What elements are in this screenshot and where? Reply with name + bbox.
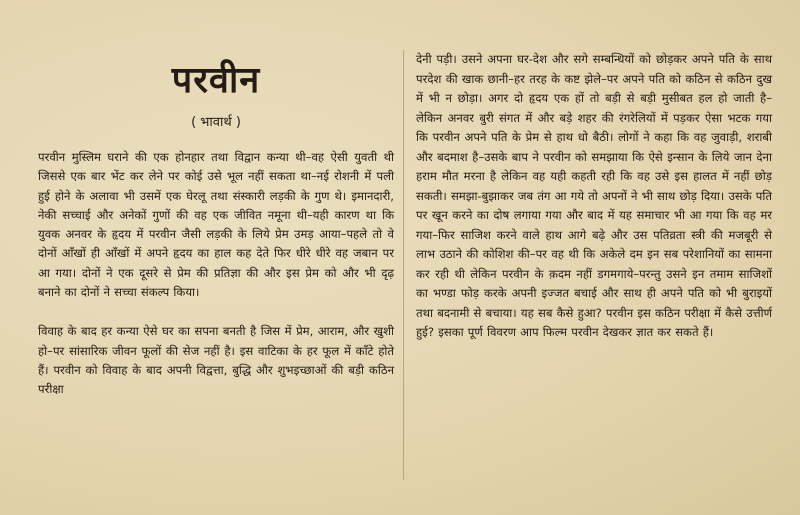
- column-divider: [403, 50, 404, 480]
- page-title: परवीन: [171, 59, 261, 101]
- synopsis-paragraph-3: देनी पड़ी। उसने अपना घर-देश और सगे सम्बन्धियों को छोड़कर अपने पति के साथ परदेश की खाक छानी–हर तरह के कष्ट झेले–पर अपने पति को कठिन से कठिन दुख में भी न छोड़ा। अगर दो हृदय एक हों तो बड़ी से बड़ी मुसीबत हल हो जाती है–लेकिन अनवर बुरी संगत में और बड़े शहर की रंगरेलियों में पड़कर ऐसा भटक गया कि परवीन अपने पति के प्रेम से हाथ धो बैठी। लोगों ने कहा कि वह जुवाड़ी, शराबी और बदमाश है–उसके बाप ने परवीन को समझाया कि ऐसे इन्सान के लिये जान देना हराम मौत मरना है लेकिन वह यही कहती रही कि वह उसे इस हालत में नहीं छोड़ सकती। समझा-बुझाकर जब तंग आ गये तो अपनों ने भी साथ छोड़ दिया। उसके पति पर खून करने का दोष लगाया गया और बाद में यह समाचार भी आ गया कि वह मर गया–फिर साजिश करने वाले हाथ आगे बढ़े और उस पतिव्रता स्त्री की मजबूरी से लाभ उठाने की कोशिश की–पर वह थी कि अकेले दम इन सब परेशानियों का सामना कर रही थी लेकिन परवीन के क़दम नहीं डगमगाये–परन्तु उसने इन तमाम साजिशों का भण्डा फोड़ करके अपनी इज्जत बचाई और साथ ही अपने पति को भी बुराइयों तथा बदनामी से बचाया। यह सब कैसे हुआ? परवीन इस कठिन परीक्षा में कैसे उत्तीर्ण हुई? इसका पूर्ण विवरण आप फिल्म परवीन देखकर ज्ञात कर सकते हैं।: [416, 52, 772, 339]
- page-subtitle: ( भावार्थ ): [191, 115, 241, 130]
- right-column: [416, 50, 772, 343]
- synopsis-paragraph-2: विवाह के बाद हर कन्या ऐसे घर का सपना बनती है जिस में प्रेम, आराम, और खुशी हो–पर सांसारिक जीवन फूलों की सेज नहीं है। इस वाटिका के हर फूल में काँटे होते हैं। परवीन को विवाह के बाद अपनी विद्वत्ता, बुद्धि और शुभइच्छाओं की बड़ी कठिन परीक्षा: [38, 324, 394, 397]
- synopsis-paragraph-1: परवीन मुस्लिम घराने की एक होनहार तथा विद्वान कन्या थी–वह ऐसी युवती थी जिससे एक बार भेंट कर लेने पर कोई उसे भूल नहीं सकता था–नई रोशनी में पली हुई होने के अलावा भी उसमें एक घेरलू तथा संस्कारी लड़की के गुण थे। इमानदारी, नेकी सच्चाई और अनेकों गुणों की वह एक जीवित नमूना थी–यही कारण था कि युवक अनवर के हृदय में परवीन जैसी लड़की के लिये प्रेम उमड़ आया–पहले तो वे दोनों आँखों ही आँखों में अपने हृदय का हाल कह देते फिर धीरे धीरे वह जबान पर आ गया। दोनों ने एक दूसरे से प्रेम की प्रतिज्ञा की और इस प्रेम को और भी दृढ़ बनाने का दोनों ने सच्चा संकल्प किया।: [38, 150, 394, 300]
- left-column: [38, 58, 394, 400]
